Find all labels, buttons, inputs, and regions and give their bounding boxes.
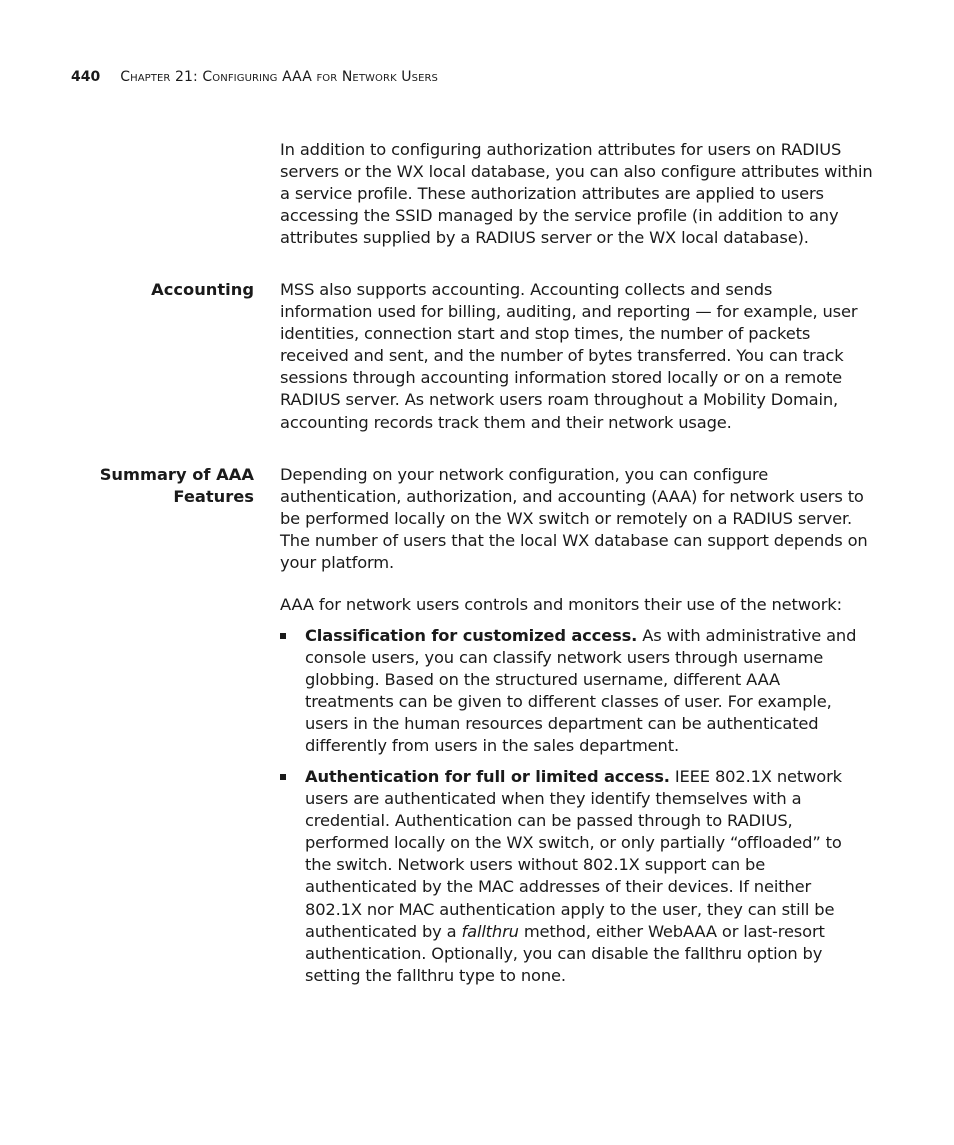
summary-heading-line: Features	[173, 487, 254, 507]
bullet-line: credential. Authentication can be passed through to RADIUS,	[305, 811, 793, 831]
bullet-line: console users, you can classify network users through username	[305, 648, 824, 668]
bullet-line: differently from users in the sales department.	[305, 736, 679, 756]
intro-line: attributes supplied by a RADIUS server or the WX local database).	[280, 228, 809, 248]
bullet-line: users are authenticated when they identify themselves with a	[305, 789, 802, 809]
bullet-title: Authentication for full or limited access.	[305, 767, 670, 786]
accounting-heading-text: Accounting	[151, 280, 254, 299]
bullet-line: the switch. Network users without 802.1X support can be	[305, 855, 766, 875]
lead-in-line: AAA for network users controls and monitors their use of the network:	[280, 595, 842, 614]
summary-paragraph	[280, 464, 868, 574]
intro-line: a service profile. These authorization attributes are applied to users	[280, 184, 824, 204]
bullet-line: 802.1X nor MAC authentication apply to the user, they can still be	[305, 899, 835, 919]
bullet-line: treatments can be given to different classes of user. For example,	[305, 692, 832, 712]
intro-line: accessing the SSID managed by the service profile (in addition to any	[280, 206, 839, 226]
running-header	[71, 67, 438, 87]
summary-line: Depending on your network configuration, you can configure	[280, 465, 769, 484]
intro-line: In addition to configuring authorization attributes for users on RADIUS	[280, 140, 842, 159]
bullet-line: performed locally on the WX switch, or only partially “offloaded” to	[305, 833, 842, 853]
bullet-item-classification	[280, 625, 860, 758]
accounting-line: MSS also supports accounting. Accounting collects and sends	[280, 280, 773, 299]
accounting-line: accounting records track them and their network usage.	[280, 412, 732, 432]
summary-line: The number of users that the local WX database can support depends on	[280, 531, 868, 551]
summary-line: be performed locally on the WX switch or remotely on a RADIUS server.	[280, 509, 853, 529]
summary-heading	[100, 464, 254, 508]
square-bullet-icon	[280, 633, 286, 639]
page-number: 440	[71, 69, 101, 85]
accounting-line: RADIUS server. As network users roam throughout a Mobility Domain,	[280, 390, 839, 410]
bullet-line: authenticated by the MAC addresses of their devices. If neither	[305, 877, 812, 897]
bullet-item-authentication	[280, 766, 860, 987]
bullet-first-line-rest: As with administrative and	[637, 626, 857, 645]
square-bullet-icon	[280, 774, 286, 780]
bullet-text	[305, 766, 860, 987]
summary-line: authentication, authorization, and accounting (AAA) for network users to	[280, 487, 864, 507]
intro-line: servers or the WX local database, you can also configure attributes within	[280, 162, 873, 182]
fallthru-pre: authenticated by a	[305, 921, 462, 941]
fallthru-term: fallthru	[461, 921, 519, 941]
bullet-first-line	[305, 766, 860, 788]
bullet-first-line	[305, 625, 860, 647]
accounting-line: identities, connection start and stop times, the number of packets	[280, 324, 811, 344]
bullet-line: users in the human resources department can be authenticated	[305, 714, 819, 734]
summary-lead-in	[280, 594, 858, 616]
summary-line: your platform.	[280, 553, 395, 573]
accounting-line: information used for billing, auditing, and reporting — for example, user	[280, 302, 858, 322]
bullet-first-line-rest: IEEE 802.1X network	[669, 767, 842, 786]
summary-heading-line: Summary of AAA	[99, 465, 254, 484]
bullet-line: authentication. Optionally, you can disable the fallthru option by	[305, 943, 823, 963]
accounting-heading	[151, 279, 254, 301]
chapter-title: Chapter 21: Configuring AAA for Network Users	[120, 69, 438, 85]
intro-paragraph	[280, 139, 873, 249]
bullet-text	[305, 625, 860, 758]
fallthru-post: method, either WebAAA or last-resort	[518, 921, 825, 941]
accounting-line: received and sent, and the number of bytes transferred. You can track	[280, 346, 844, 366]
bullet-title: Classification for customized access.	[305, 626, 638, 645]
accounting-paragraph	[280, 279, 858, 434]
bullet-line: globbing. Based on the structured username, different AAA	[305, 670, 781, 690]
bullet-line-fallthru	[305, 921, 860, 943]
accounting-line: sessions through accounting information stored locally or on a remote	[280, 368, 843, 388]
bullet-line: setting the fallthru type to none.	[305, 965, 566, 985]
